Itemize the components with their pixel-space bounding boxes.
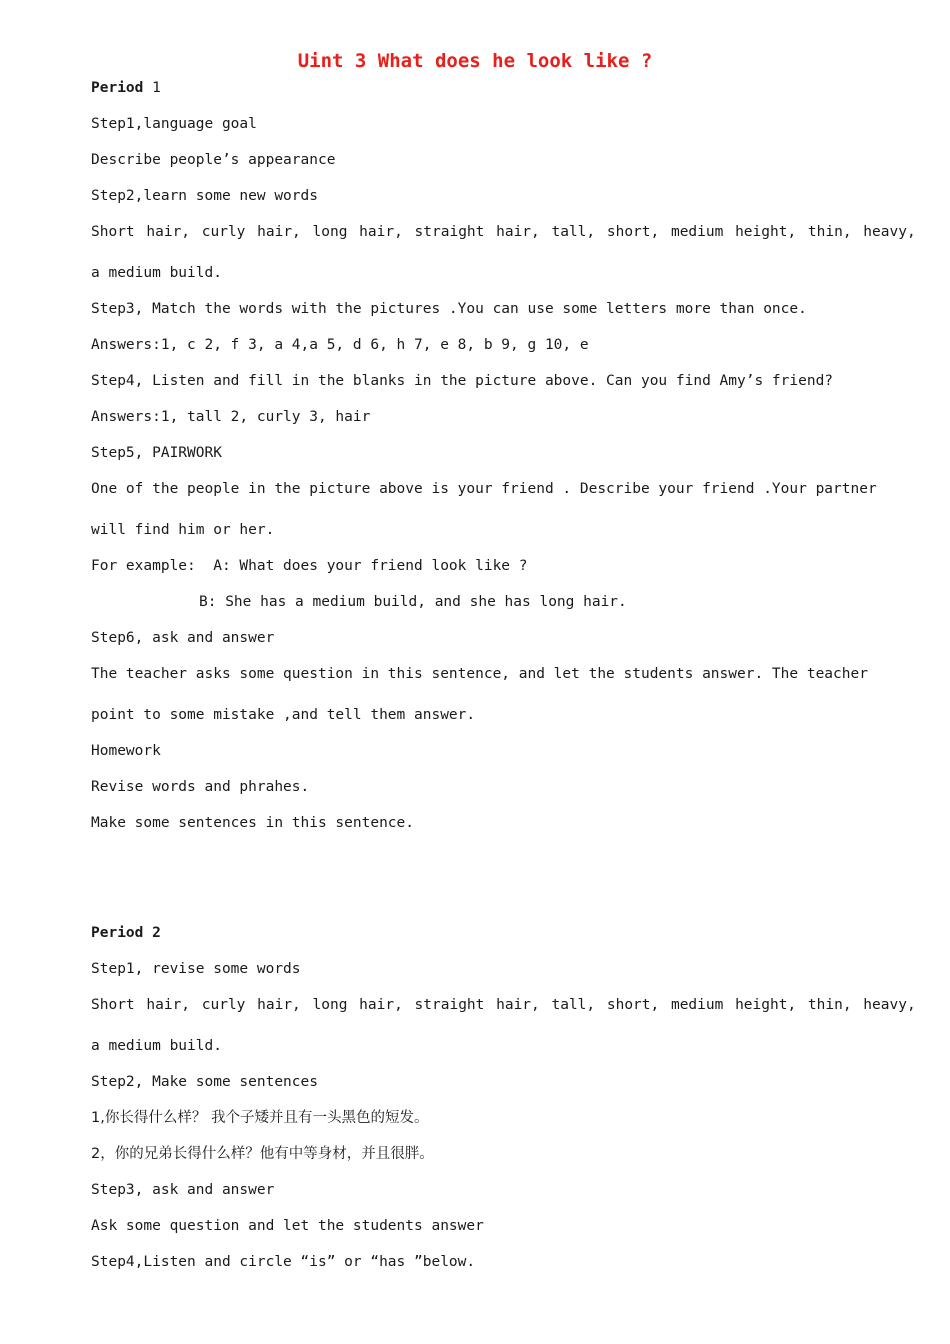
p1-example-b: B: She has a medium build, and she has long hair.: [199, 594, 627, 610]
p1-goal-text: Describe people’s appearance: [91, 152, 336, 168]
period-2-heading: Period 2: [91, 925, 161, 941]
p2-sentence-1: 1,你长得什么样？ 我个子矮并且有一头黑色的短发。: [91, 1110, 429, 1126]
period-1-number: 1: [143, 80, 161, 96]
p1-step6: Step6, ask and answer: [91, 630, 275, 646]
p1-step3-answers: Answers:1, c 2, f 3, a 4,a 5, d 6, h 7, e 8, b 9, g 10, e: [91, 337, 589, 353]
period-1-label: Period: [91, 80, 144, 96]
p1-step5: Step5, PAIRWORK: [91, 445, 222, 461]
p1-step2: Step2,learn some new words: [91, 188, 318, 204]
p2-word-list: Short hair, curly hair, long hair, straight hair, tall, short, medium height, thin, heavy,: [91, 997, 916, 1013]
p1-step4: Step4, Listen and fill in the blanks in the picture above. Can you find Amy’s friend?: [91, 373, 834, 389]
p1-step6-text: The teacher asks some question in this sentence, and let the students answer. The teacher: [91, 666, 868, 682]
p1-step4-answers: Answers:1, tall 2, curly 3, hair: [91, 409, 371, 425]
p2-step3-text: Ask some question and let the students answer: [91, 1218, 484, 1234]
p2-step2: Step2, Make some sentences: [91, 1074, 318, 1090]
p2-sentence-2: 2，你的兄弟长得什么样？他有中等身材，并且很胖。: [91, 1146, 434, 1162]
p2-word-list-cont: a medium build.: [91, 1038, 222, 1054]
p1-step6-text-cont: point to some mistake ,and tell them answer.: [91, 707, 476, 723]
p1-homework-2: Make some sentences in this sentence.: [91, 815, 415, 831]
period-1-heading: [91, 78, 161, 98]
p1-step5-text-cont: will find him or her.: [91, 522, 275, 538]
document-title: Uint 3 What does he look like ?: [297, 50, 653, 72]
p1-word-list-cont: a medium build.: [91, 265, 222, 281]
p1-word-list: Short hair, curly hair, long hair, straight hair, tall, short, medium height, thin, heavy,: [91, 224, 916, 240]
p1-homework-1: Revise words and phrahes.: [91, 779, 310, 795]
p1-homework-heading: Homework: [91, 743, 161, 759]
p2-step3: Step3, ask and answer: [91, 1182, 275, 1198]
p1-step3: Step3, Match the words with the pictures .You can use some letters more than once.: [91, 301, 807, 317]
p1-example-a: For example: A: What does your friend look like ?: [91, 558, 528, 574]
p1-step5-text: One of the people in the picture above is your friend . Describe your friend .Your partner: [91, 481, 877, 497]
p2-step1: Step1, revise some words: [91, 961, 301, 977]
p1-step1: Step1,language goal: [91, 116, 257, 132]
p2-step4: Step4,Listen and circle “is” or “has ”below.: [91, 1254, 476, 1270]
